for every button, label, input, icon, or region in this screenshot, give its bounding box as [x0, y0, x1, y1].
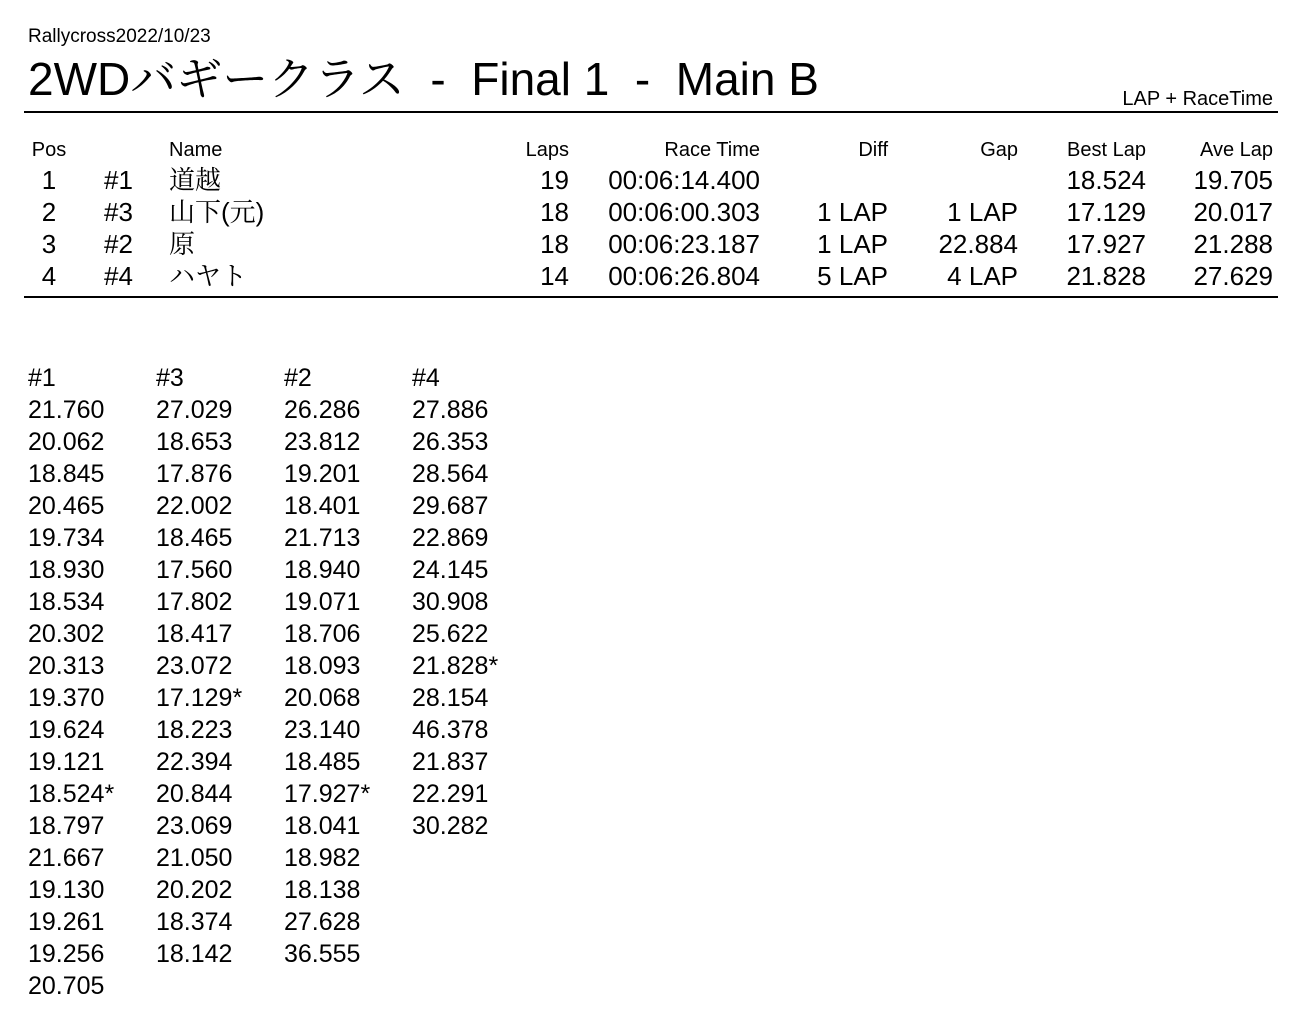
lap-time-cell: 21.667 — [28, 844, 105, 872]
lap-time-cell: 18.982 — [284, 844, 361, 872]
header-diff: Diff — [858, 139, 888, 161]
result-row — [24, 228, 1278, 260]
lap-time-cell: 18.093 — [284, 652, 361, 680]
result-row — [24, 164, 1278, 196]
race-time-cell: 00:06:23.187 — [608, 229, 760, 259]
lap-time-cell: 23.140 — [284, 716, 361, 744]
header-ave-lap: Ave Lap — [1199, 139, 1273, 161]
lap-time-cell: 30.908 — [412, 588, 489, 616]
pos-cell: 2 — [41, 197, 57, 227]
car-number-cell: #3 — [104, 197, 133, 227]
car-number-cell: #1 — [104, 165, 133, 195]
pos-cell: 4 — [41, 261, 57, 291]
lap-time-cell: 22.002 — [156, 492, 233, 520]
lap-time-cell: 21.713 — [284, 524, 361, 552]
lap-time-cell: 19.121 — [28, 748, 105, 776]
race-time-cell: 00:06:00.303 — [608, 197, 760, 227]
car-number-cell: #2 — [104, 229, 133, 259]
lap-time-cell: 36.555 — [284, 940, 361, 968]
lap-time-cell: 22.394 — [156, 748, 233, 776]
lap-time-cell: 18.940 — [284, 556, 361, 584]
lap-time-cell: 28.154 — [412, 684, 489, 712]
results-table — [24, 136, 1278, 292]
lap-time-cell: 20.202 — [156, 876, 233, 904]
lap-time-cell: 24.145 — [412, 556, 489, 584]
lap-time-cell: 20.705 — [28, 972, 105, 1000]
lap-time-cell: 19.261 — [28, 908, 105, 936]
best-lap-cell: 21.828 — [1066, 261, 1146, 291]
page-title: 2WDバギークラス - Final 1 - Main B — [28, 53, 819, 105]
lap-time-cell: 18.706 — [284, 620, 361, 648]
lap-time-cell: 17.876 — [156, 460, 233, 488]
lap-time-cell: 19.130 — [28, 876, 105, 904]
lap-time-cell: 17.129* — [156, 684, 243, 712]
lap-time-cell: 23.812 — [284, 428, 361, 456]
lap-time-cell: 19.201 — [284, 460, 361, 488]
lap-time-cell: 19.734 — [28, 524, 105, 552]
lap-time-cell: 27.628 — [284, 908, 361, 936]
lap-time-cell: 20.062 — [28, 428, 105, 456]
ave-lap-cell: 19.705 — [1193, 165, 1273, 195]
lap-column-header: #3 — [156, 364, 184, 392]
lap-time-cell: 20.465 — [28, 492, 105, 520]
best-lap-cell: 17.129 — [1066, 197, 1146, 227]
lap-time-cell: 18.465 — [156, 524, 233, 552]
lap-column — [412, 362, 540, 842]
lap-time-cell: 18.845 — [28, 460, 105, 488]
lap-time-cell: 18.524* — [28, 780, 115, 808]
gap-cell: 22.884 — [938, 229, 1018, 259]
lap-time-cell: 20.068 — [284, 684, 361, 712]
lap-time-cell: 23.069 — [156, 812, 233, 840]
driver-name-cell: 道越 — [169, 165, 222, 195]
result-row — [24, 260, 1278, 292]
lap-time-cell: 18.485 — [284, 748, 361, 776]
best-lap-cell: 18.524 — [1066, 165, 1146, 195]
best-lap-cell: 17.927 — [1066, 229, 1146, 259]
race-time-cell: 00:06:14.400 — [608, 165, 760, 195]
lap-time-cell: 18.142 — [156, 940, 233, 968]
driver-name-cell: 原 — [169, 229, 196, 259]
lap-column — [156, 362, 284, 970]
results-body — [24, 164, 1278, 292]
lap-time-cell: 18.223 — [156, 716, 233, 744]
lap-time-cell: 26.286 — [284, 396, 361, 424]
driver-name-cell: 山下(元) — [169, 197, 265, 227]
lap-time-cell: 19.071 — [284, 588, 361, 616]
lap-time-cell: 18.417 — [156, 620, 233, 648]
lap-time-cell: 17.927* — [284, 780, 371, 808]
lap-time-cell: 18.138 — [284, 876, 361, 904]
lap-column — [28, 362, 156, 1002]
laps-cell: 14 — [540, 261, 569, 291]
gap-cell: 1 LAP — [947, 197, 1018, 227]
lap-time-cell: 18.374 — [156, 908, 233, 936]
lap-time-cell: 28.564 — [412, 460, 489, 488]
header-race-time: Race Time — [664, 139, 760, 161]
laps-cell: 18 — [540, 197, 569, 227]
result-row — [24, 196, 1278, 228]
lap-time-cell: 27.029 — [156, 396, 233, 424]
header-pos: Pos — [31, 139, 67, 161]
lap-time-cell: 25.622 — [412, 620, 489, 648]
lap-time-cell: 46.378 — [412, 716, 489, 744]
lap-time-cell: 19.256 — [28, 940, 105, 968]
lap-time-cell: 30.282 — [412, 812, 489, 840]
laps-cell: 18 — [540, 229, 569, 259]
lap-time-cell: 17.560 — [156, 556, 233, 584]
lap-time-cell: 26.353 — [412, 428, 489, 456]
lap-time-cell: 18.930 — [28, 556, 105, 584]
header-laps: Laps — [525, 139, 569, 161]
header-gap: Gap — [980, 139, 1018, 161]
lap-time-cell: 21.050 — [156, 844, 233, 872]
lap-time-cell: 19.370 — [28, 684, 105, 712]
timing-mode: LAP + RaceTime — [1122, 88, 1273, 110]
ave-lap-cell: 21.288 — [1193, 229, 1273, 259]
gap-cell: 4 LAP — [947, 261, 1018, 291]
diff-cell: 1 LAP — [817, 229, 888, 259]
diff-cell: 1 LAP — [817, 197, 888, 227]
laps-cell: 19 — [540, 165, 569, 195]
pos-cell: 1 — [41, 165, 57, 195]
lap-column — [284, 362, 412, 970]
lap-time-cell: 20.313 — [28, 652, 105, 680]
header-name: Name — [169, 139, 223, 161]
lap-time-cell: 19.624 — [28, 716, 105, 744]
event-date: Rallycross2022/10/23 — [28, 26, 211, 47]
pos-cell: 3 — [41, 229, 57, 259]
race-time-cell: 00:06:26.804 — [608, 261, 760, 291]
header-best-lap: Best Lap — [1067, 139, 1146, 161]
lap-time-cell: 18.797 — [28, 812, 105, 840]
lap-time-cell: 22.291 — [412, 780, 489, 808]
lap-time-cell: 18.041 — [284, 812, 361, 840]
top-rule — [24, 111, 1278, 113]
lap-time-cell: 17.802 — [156, 588, 233, 616]
lap-time-cell: 18.534 — [28, 588, 105, 616]
bottom-rule — [24, 296, 1278, 298]
lap-time-cell: 23.072 — [156, 652, 233, 680]
ave-lap-cell: 27.629 — [1193, 261, 1273, 291]
ave-lap-cell: 20.017 — [1193, 197, 1273, 227]
lap-time-cell: 21.837 — [412, 748, 489, 776]
lap-time-cell: 29.687 — [412, 492, 489, 520]
results-header-row — [24, 136, 1278, 164]
lap-time-cell: 20.844 — [156, 780, 233, 808]
lap-column-header: #4 — [412, 364, 440, 392]
lap-time-cell: 22.869 — [412, 524, 489, 552]
diff-cell: 5 LAP — [817, 261, 888, 291]
lap-time-cell: 18.653 — [156, 428, 233, 456]
lap-column-header: #2 — [284, 364, 312, 392]
car-number-cell: #4 — [104, 261, 133, 291]
lap-column-header: #1 — [28, 364, 56, 392]
lap-time-cell: 21.828* — [412, 652, 499, 680]
lap-time-cell: 21.760 — [28, 396, 105, 424]
lap-time-cell: 20.302 — [28, 620, 105, 648]
lap-time-cell: 18.401 — [284, 492, 361, 520]
lap-time-cell: 27.886 — [412, 396, 489, 424]
driver-name-cell: ハヤト — [169, 261, 248, 291]
